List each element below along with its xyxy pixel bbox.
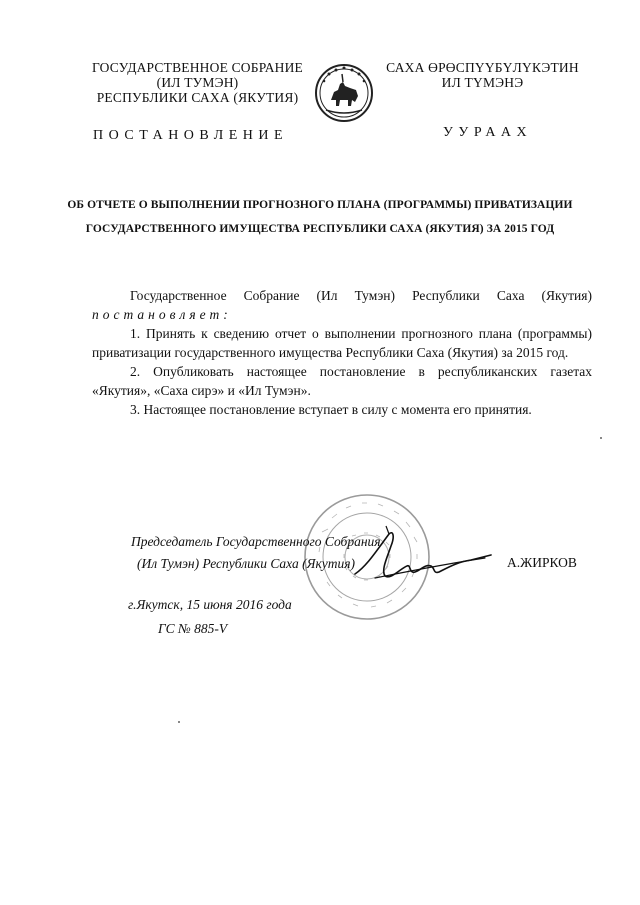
intro-word: Государственное <box>130 288 227 303</box>
item-3: 3. Настоящее постановление вступает в силу с момента его принятия. <box>130 402 532 417</box>
item-1: 1. Принять к сведению отчет о выполнении прогнозного плана (программы) приватизации государственного имущества Республики Саха (Якутия) за 2015 год. <box>92 326 592 360</box>
intro-word: Республики <box>412 288 480 303</box>
document-title <box>60 193 580 241</box>
header-left <box>80 60 315 105</box>
header-left-line3: РЕСПУБЛИКИ САХА (ЯКУТИЯ) <box>96 90 299 105</box>
scan-speck <box>600 437 602 439</box>
header-right-line2: ИЛ ТҮМЭНЭ <box>441 75 524 90</box>
intro-word: (Якутия) <box>541 288 592 303</box>
header-left-line2: (ИЛ ТУМЭН) <box>156 75 239 90</box>
header-right-line1: САХА ӨРӨСПҮҮБҮЛҮКЭТИН <box>386 60 579 75</box>
title-line2: ГОСУДАРСТВЕННОГО ИМУЩЕСТВА РЕСПУБЛИКИ САХА (ЯКУТИЯ) ЗА 2015 ГОД <box>85 223 555 235</box>
item-2: 2. Опубликовать настоящее постановление в республиканских газетах «Якутия», «Саха сирэ» и «Ил Тумэн». <box>92 364 592 398</box>
place-and-date: г.Якутск, 15 июня 2016 года <box>128 597 292 612</box>
document-number: ГС № 885-V <box>158 621 228 636</box>
signatory-position-line1: Председатель Государственного Собрания <box>131 534 381 549</box>
title-line1: ОБ ОТЧЕТЕ О ВЫПОЛНЕНИИ ПРОГНОЗНОГО ПЛАНА (ПРОГРАММЫ) ПРИВАТИЗАЦИИ <box>67 199 573 211</box>
signatory-name: А.ЖИРКОВ <box>507 555 577 570</box>
intro-line <box>130 286 592 305</box>
document-type-ru: ПОСТАНОВЛЕНИЕ <box>93 128 289 143</box>
intro-word: Тумэн) <box>354 288 395 303</box>
document-type-sakha: УУРААХ <box>443 125 533 140</box>
handwritten-signature <box>345 522 495 592</box>
header-right <box>375 60 590 90</box>
intro-word: Саха <box>496 288 525 303</box>
intro-word: Собрание <box>243 288 300 303</box>
intro-word: (Ил <box>316 288 338 303</box>
header-left-line1: ГОСУДАРСТВЕННОЕ СОБРАНИЕ <box>92 60 303 75</box>
scan-speck <box>178 721 180 723</box>
resolves-word: постановляет: <box>92 307 232 322</box>
coat-of-arms-emblem <box>314 60 374 126</box>
body-text <box>92 286 592 419</box>
signatory-position-line2: (Ил Тумэн) Республики Саха (Якутия) <box>137 556 356 571</box>
